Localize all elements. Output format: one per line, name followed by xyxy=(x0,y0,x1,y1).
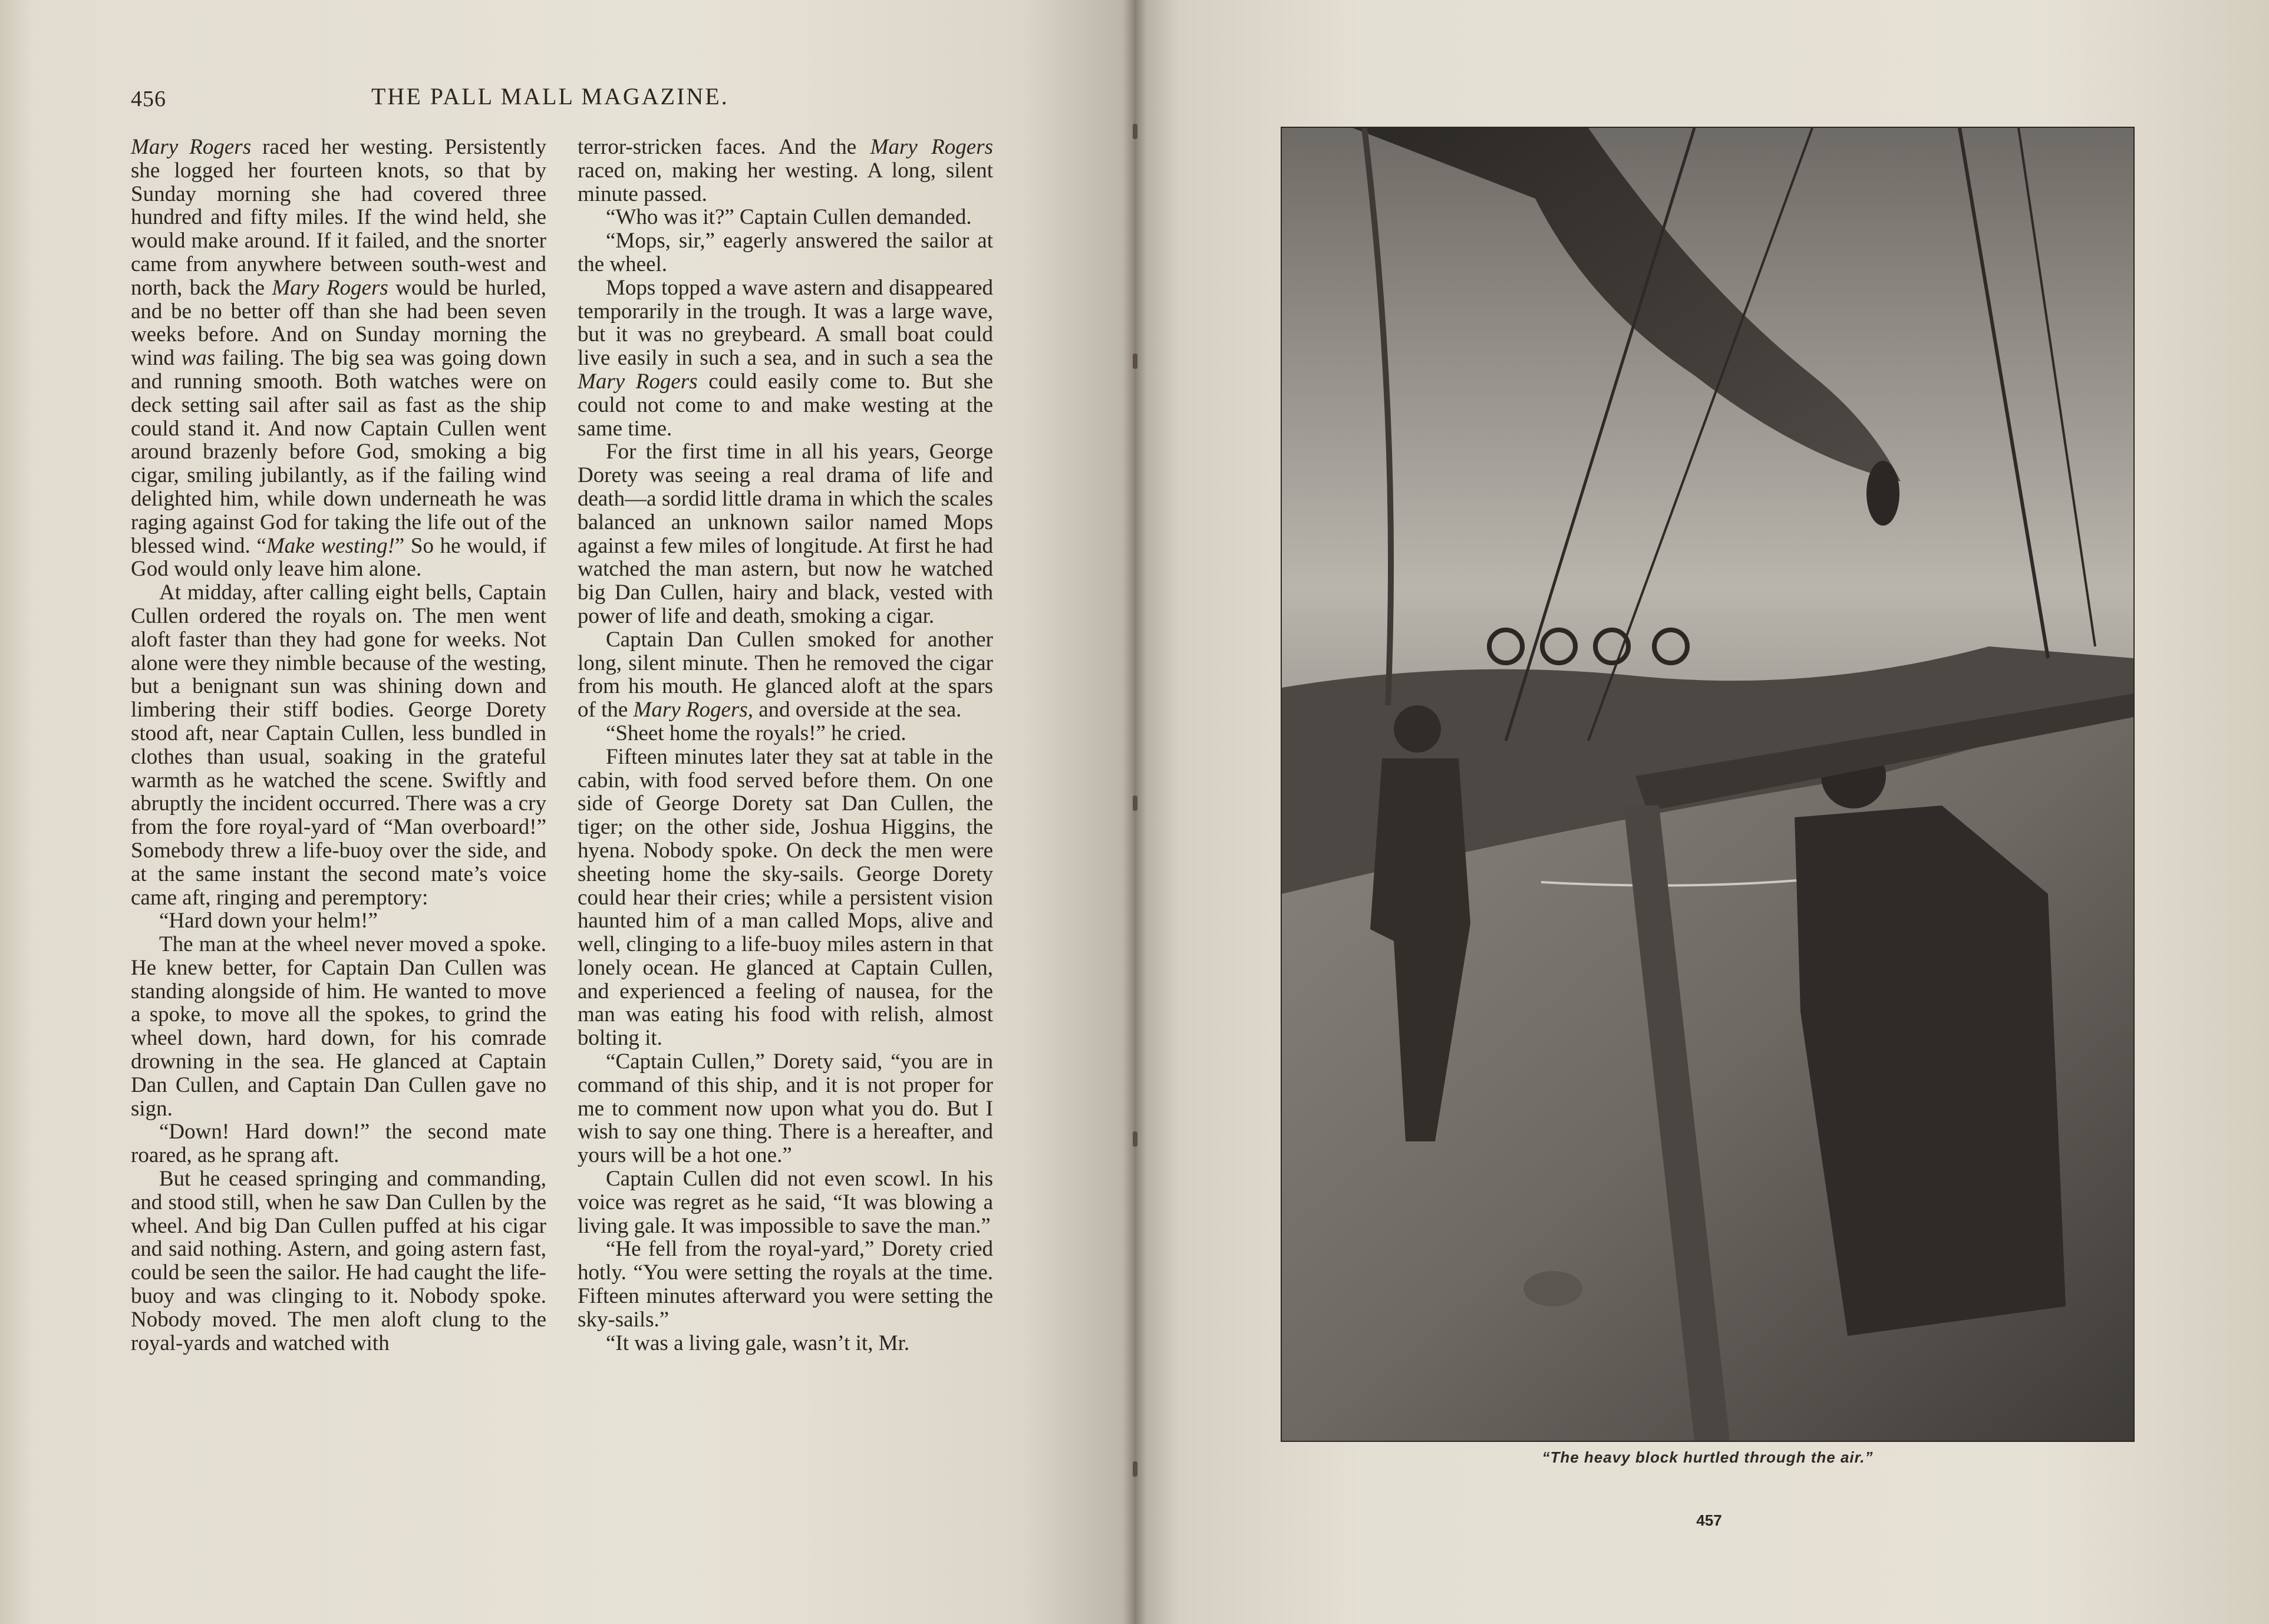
paragraph: Captain Cullen did not even scowl. In his voice was regret as he said, “It was blowing a living gale. It was impossible to save the man.” xyxy=(578,1167,993,1238)
paragraph: “Who was it?” Captain Cullen demanded. xyxy=(606,205,972,230)
illustration-caption: “The heavy block hurtled through the air.” xyxy=(1542,1448,1874,1466)
binding-stitch xyxy=(1133,1131,1137,1147)
paragraph: “Down! Hard down!” the second mate roared, as he sprang aft. xyxy=(131,1120,546,1168)
paragraph: “It was a living gale, wasn’t it, Mr. xyxy=(606,1331,910,1355)
binding-stitch xyxy=(1133,796,1137,811)
text-column-2 xyxy=(578,136,993,1355)
paragraph: “He fell from the royal-yard,” Dorety cried hotly. “You were setting the royals at the time. Fifteen minutes afterward you were setting the sky-sails.” xyxy=(578,1237,993,1332)
cap-on-deck xyxy=(1523,1271,1582,1306)
binding-stitch xyxy=(1133,124,1137,139)
paragraph: Fifteen minutes later they sat at table in the cabin, with food served before them. On one side of George Dorety sat Dan Cullen, the tiger; on the other side, Joshua Higgins, the hyena. Nobody spoke. On deck the men were sheeting home the sky-sails. George Dorety could hear their cries; while a persistent vision haunted him of a man called Mops, alive and well, clinging to a life-buoy miles astern in that lonely ocean. He glanced at Captain Cullen, and experienced a feeling of nausea, for the man was eating his food with relish, almost bolting it. xyxy=(578,744,993,1051)
book-gutter xyxy=(1123,0,1146,1624)
paragraph: The man at the wheel never moved a spoke. He knew better, for Captain Dan Cullen was standing alongside of him. He wanted to move a spoke, to move all the spokes, to grind the wheel down, hard down, for his comrade drowning in the sea. He glanced at Captain Dan Cullen, and Captain Dan Cullen gave no sign. xyxy=(131,932,546,1121)
binding-stitch xyxy=(1133,1461,1137,1477)
paragraph: “Hard down your helm!” xyxy=(159,909,378,933)
paragraph: “Mops, sir,” eagerly answered the sailor at the wheel. xyxy=(578,229,993,276)
page-number-right: 457 xyxy=(1696,1511,1722,1529)
binding-stitch xyxy=(1133,354,1137,369)
text-column-1 xyxy=(131,136,546,1355)
paragraph: “Captain Cullen,” Dorety said, “you are in command of this ship, and it is not proper for me to comment now upon what you do. But I wish to say one thing. There is a hereafter, and yours will be a hot one.” xyxy=(578,1049,993,1168)
left-page xyxy=(0,0,1134,1624)
paragraph: Mary Rogers raced her westing. Persistently she logged her fourteen knots, so that by Sunday morning she had covered three hundred and fifty miles. If the wind held, she would make around. If it failed, and the snorter came from anywhere between south-west and north, back the Mary Rogers would be hurled, and be no better off than she had been seven weeks before. And on Sunday morning the wind was failing. The big sea was going down and running smooth. Both watches were on deck setting sail after sail as fast as the ship could stand it. And now Captain Cullen went around brazenly before God, smoking a big cigar, smiling jubilantly, as if the failing wind delighted him, while down underneath he was raging against God for taking the life out of the blessed wind. “Make westing!” So he would, if God would only leave him alone. xyxy=(131,135,547,582)
paragraph: But he ceased springing and commanding, and stood still, when he saw Dan Cullen by the wheel. And big Dan Cullen puffed at his cigar and said nothing. Astern, and going astern fast, could be seen the sailor. He had caught the life-buoy and was clinging to it. Nobody spoke. Nobody moved. The men aloft clung to the royal-yards and watched with xyxy=(131,1167,546,1355)
page-number-left: 456 xyxy=(131,87,166,111)
paragraph: Captain Dan Cullen smoked for another long, silent minute. Then he removed the cigar from his mouth. He glanced aloft at the spars of the Mary Rogers, and overside at the sea. xyxy=(578,627,993,722)
paragraph: Mops topped a wave astern and disappeared temporarily in the trough. It was a large wave, but it was no greybeard. A small boat could live easily in such a sea, and in such a sea the Mary Rogers could easily come to. But she could not come to and make westing at the same time. xyxy=(578,275,993,441)
running-head: THE PALL MALL MAGAZINE. xyxy=(371,83,729,110)
paragraph: terror-stricken faces. And the Mary Rogers raced on, making her westing. A long, silent minute passed. xyxy=(578,135,993,206)
illustration xyxy=(1282,128,2133,1441)
paragraph: “Sheet home the royals!” he cried. xyxy=(606,721,906,745)
heavy-block xyxy=(1866,461,1899,526)
paragraph: At midday, after calling eight bells, Captain Cullen ordered the royals on. The men went aloft faster than they had gone for weeks. Not alone were they nimble because of the westing, but a benignant sun was shining down and limbering their stiff bodies. George Dorety stood aft, near Captain Cullen, less bundled in clothes than usual, soaking in the grateful warmth as he watched the scene. Swiftly and abruptly the incident occurred. There was a cry from the fore royal-yard of “Man overboard!” Somebody threw a life-buoy over the side, and at the same instant the second mate’s voice came aft, ringing and peremptory: xyxy=(131,580,546,910)
ship-deck-illustration xyxy=(1282,128,2133,1441)
paragraph: For the first time in all his years, George Dorety was seeing a real drama of life and death—a sordid little drama in which the scales balanced an unknown sailor named Mops against a few miles of longitude. At first he had watched the man astern, but now he watched big Dan Cullen, hairy and black, vested with power of life and death, smoking a cigar. xyxy=(578,440,993,628)
